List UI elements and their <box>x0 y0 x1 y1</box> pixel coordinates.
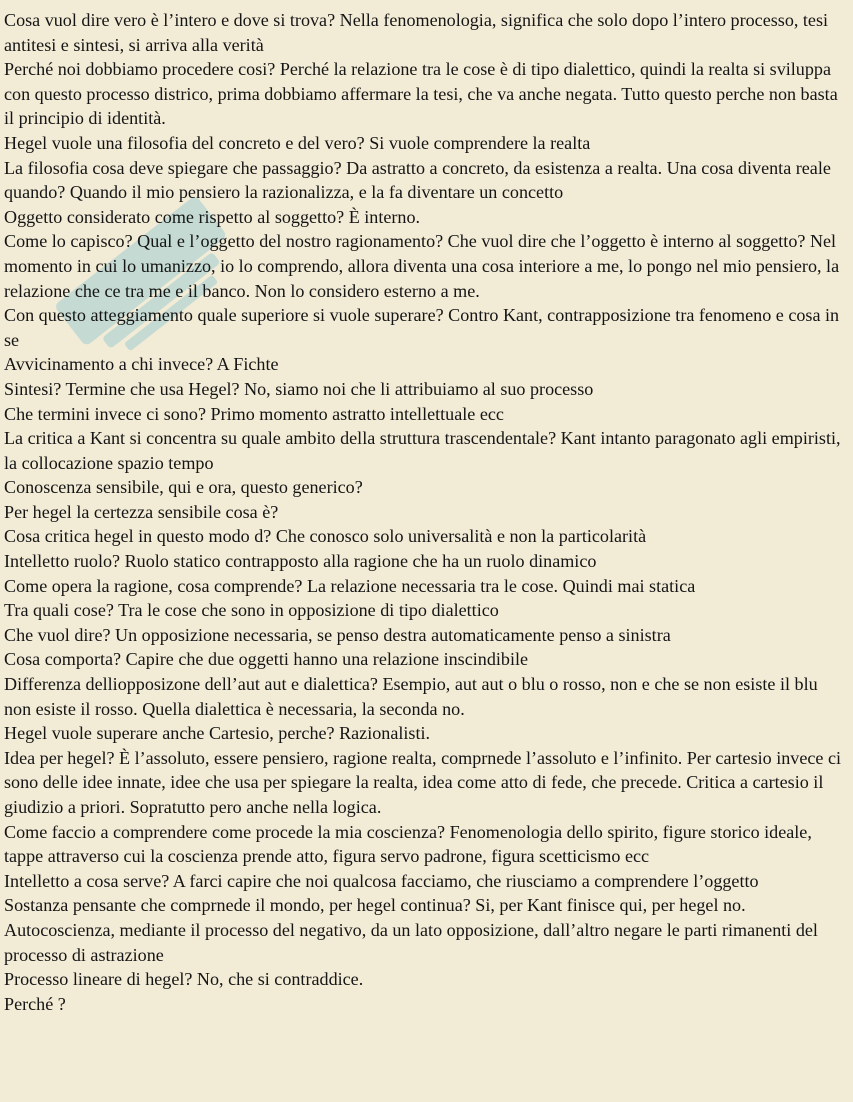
paragraph: Intelletto a cosa serve? A farci capire che noi qualcosa facciamo, che riusciamo a comprendere l’oggetto <box>4 870 759 891</box>
paragraph: La filosofia cosa deve spiegare che passaggio? Da astratto a concreto, da esistenza a realta. Una cosa diventa reale quando? Quando il mio pensiero la razionalizza, e la fa diventare un concetto <box>4 157 831 203</box>
paragraph: Processo lineare di hegel? No, che si contraddice. <box>4 969 364 990</box>
paragraph: Hegel vuole superare anche Cartesio, perche? Razionalisti. <box>4 723 431 744</box>
paragraph: Per hegel la certezza sensibile cosa è? <box>4 501 279 522</box>
paragraph: Come lo capisco? Qual e l’oggetto del nostro ragionamento? Che vuol dire che l’oggetto è interno al soggetto? Nel momento in cui lo umanizzo, io lo comprendo, allora diventa una cosa interiore a me, lo pongo nel mio pensiero, la relazione che ce tra me e il banco. Non lo considero esterno a me. <box>4 231 840 301</box>
paragraph: Sostanza pensante che comprnede il mondo, per hegel continua? Si, per Kant finisce qui, per hegel no. Autocoscienza, mediante il processo del negativo, da un lato opposizione, dall’altro negare le parti rimanenti del processo di astrazione <box>4 895 818 965</box>
paragraph: Come faccio a comprendere come procede la mia coscienza? Fenomenologia dello spirito, figure storico ideale, tappe attraverso cui la coscienza prende atto, figura servo padrone, figura scetticismo ecc <box>4 821 812 867</box>
paragraph: Avvicinamento a chi invece? A Fichte <box>4 354 279 375</box>
paragraph: Hegel vuole una filosofia del concreto e del vero? Si vuole comprendere la realta <box>4 132 591 153</box>
paragraph: Sintesi? Termine che usa Hegel? No, siamo noi che li attribuiamo al suo processo <box>4 378 594 399</box>
paragraph: Idea per hegel? È l’assoluto, essere pensiero, ragione realta, comprnede l’assoluto e l’infinito. Per cartesio invece ci sono delle idee innate, idee che usa per spiegare la realta, idea come atto di fede, che precede. Critica a cartesio il giudizio a priori. Sopratutto pero anche nella logica. <box>4 747 842 817</box>
paragraph: Tra quali cose? Tra le cose che sono in opposizione di tipo dialettico <box>4 600 499 621</box>
paragraph: Con questo atteggiamento quale superiore si vuole superare? Contro Kant, contrapposizione tra fenomeno e cosa in se <box>4 305 840 350</box>
paragraph: Differenza delliopposizone dell’aut aut e dialettica? Esempio, aut aut o blu o rosso, non e che se non esiste il blu non esiste il rosso. Quella dialettica è necessaria, la seconda no. <box>4 674 818 719</box>
paragraph: La critica a Kant si concentra su quale ambito della struttura trascendentale? Kant intanto paragonato agli empiristi, la collocazione spazio tempo <box>4 428 841 473</box>
paragraph: Intelletto ruolo? Ruolo statico contrapposto alla ragione che ha un ruolo dinamico <box>4 551 597 572</box>
paragraph: Che vuol dire? Un opposizione necessaria, se penso destra automaticamente penso a sinistra <box>4 624 671 645</box>
paragraph: Perché ? <box>4 993 66 1014</box>
paragraph: Come opera la ragione, cosa comprende? La relazione necessaria tra le cose. Quindi mai statica <box>4 575 696 596</box>
document-text <box>4 8 849 1016</box>
paragraph: Che termini invece ci sono? Primo momento astratto intellettuale ecc <box>4 403 504 424</box>
paragraph: Cosa vuol dire vero è l’intero e dove si trova? Nella fenomenologia, significa che solo dopo l’intero processo, tesi antitesi e sintesi, si arriva alla verità <box>4 10 829 55</box>
paragraph: Oggetto considerato come rispetto al soggetto? È interno. <box>4 206 421 227</box>
paragraph: Perché noi dobbiamo procedere cosi? Perché la relazione tra le cose è di tipo dialettico, quindi la realta si sviluppa con questo processo districo, prima dobbiamo affermare la tesi, che va anche negata. Tutto questo perche non basta il principio di identità. <box>4 59 838 129</box>
paragraph: Cosa critica hegel in questo modo d? Che conosco solo universalità e non la particolarità <box>4 526 647 547</box>
paragraph: Cosa comporta? Capire che due oggetti hanno una relazione inscindibile <box>4 649 529 670</box>
paragraph: Conoscenza sensibile, qui e ora, questo generico? <box>4 477 363 498</box>
